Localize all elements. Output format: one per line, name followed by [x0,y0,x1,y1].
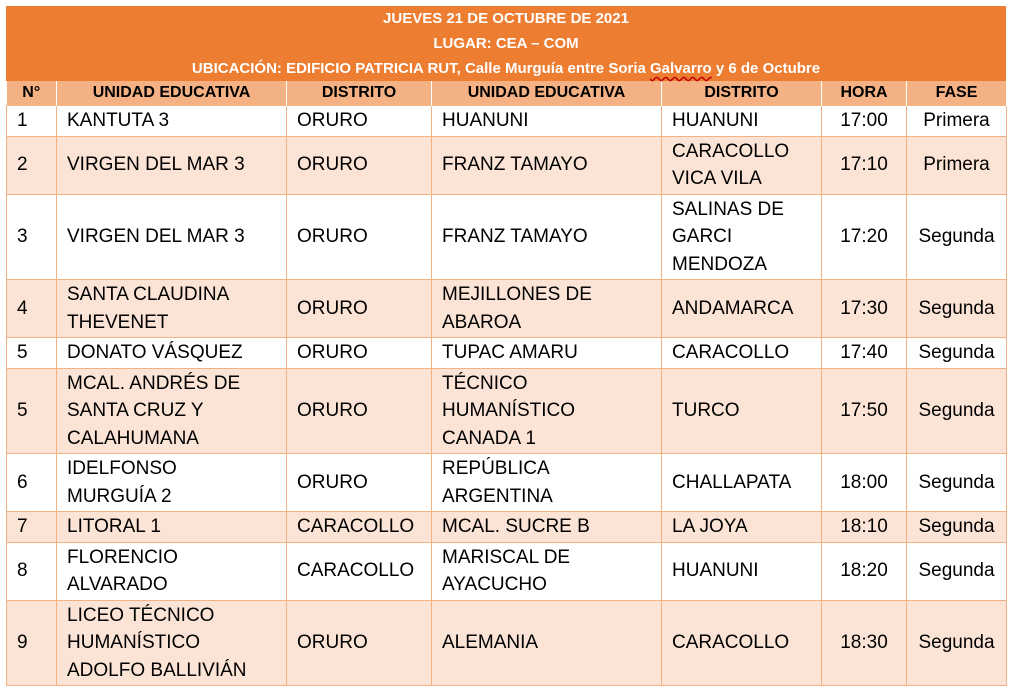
place-title: LUGAR: CEA – COM [433,35,579,52]
cell-row-number: 7 [7,512,57,543]
cell-school-2: REPÚBLICA ARGENTINA [432,454,662,512]
cell-phase: Segunda [907,280,1007,338]
location-title [6,56,1006,81]
cell-phase: Segunda [907,600,1007,686]
cell-time: 17:20 [822,194,907,280]
cell-school-2: MEJILLONES DE ABAROA [432,280,662,338]
location-text: UBICACIÓN: EDIFICIO PATRICIA RUT, Calle Murguía entre Soria [191,60,650,77]
cell-district-1: ORURO [287,454,432,512]
location-underlined-word: Galvarro [650,60,712,77]
cell-school-1: SANTA CLAUDINA THEVENET [57,280,287,338]
cell-district-2: CARACOLLO [662,600,822,686]
cell-time: 18:10 [822,512,907,543]
cell-row-number: 9 [7,600,57,686]
cell-phase: Primera [907,136,1007,194]
cell-row-number: 6 [7,454,57,512]
cell-phase: Primera [907,106,1007,137]
column-header-school-2: UNIDAD EDUCATIVA [432,81,662,106]
column-header-number: N° [7,81,57,106]
cell-school-2: MARISCAL DE AYACUCHO [432,542,662,600]
cell-district-1: ORURO [287,368,432,454]
table-body [7,106,1007,686]
cell-time: 17:50 [822,368,907,454]
cell-time: 17:10 [822,136,907,194]
cell-time: 17:40 [822,338,907,369]
cell-row-number: 1 [7,106,57,137]
schedule-table [6,81,1007,686]
cell-district-1: ORURO [287,338,432,369]
column-header-district-2: DISTRITO [662,81,822,106]
cell-school-2: FRANZ TAMAYO [432,194,662,280]
cell-district-1: ORURO [287,194,432,280]
cell-time: 18:20 [822,542,907,600]
table-row [7,454,1007,512]
cell-school-2: FRANZ TAMAYO [432,136,662,194]
cell-district-1: ORURO [287,600,432,686]
table-row [7,194,1007,280]
column-header-district-1: DISTRITO [287,81,432,106]
cell-time: 17:00 [822,106,907,137]
cell-school-1: VIRGEN DEL MAR 3 [57,194,287,280]
column-header-school-1: UNIDAD EDUCATIVA [57,81,287,106]
cell-district-2: ANDAMARCA [662,280,822,338]
table-header-row [7,81,1007,106]
table-row [7,542,1007,600]
cell-time: 18:00 [822,454,907,512]
cell-district-1: CARACOLLO [287,542,432,600]
table-row [7,280,1007,338]
cell-district-2: HUANUNI [662,542,822,600]
table-row [7,600,1007,686]
cell-school-1: IDELFONSO MURGUÍA 2 [57,454,287,512]
table-row [7,136,1007,194]
table-row [7,368,1007,454]
table-row [7,512,1007,543]
cell-phase: Segunda [907,194,1007,280]
table-row [7,106,1007,137]
column-header-time: HORA [822,81,907,106]
cell-school-1: FLORENCIO ALVARADO [57,542,287,600]
cell-time: 17:30 [822,280,907,338]
cell-phase: Segunda [907,542,1007,600]
cell-row-number: 2 [7,136,57,194]
cell-phase: Segunda [907,368,1007,454]
cell-district-1: ORURO [287,106,432,137]
cell-district-2: CARACOLLO VICA VILA [662,136,822,194]
cell-row-number: 4 [7,280,57,338]
cell-district-2: SALINAS DE GARCI MENDOZA [662,194,822,280]
title-band [6,6,1006,81]
schedule-document [6,6,1006,686]
location-text-end: y 6 de Octubre [711,60,821,77]
cell-phase: Segunda [907,512,1007,543]
cell-school-1: DONATO VÁSQUEZ [57,338,287,369]
cell-school-1: KANTUTA 3 [57,106,287,137]
cell-school-2: MCAL. SUCRE B [432,512,662,543]
cell-phase: Segunda [907,338,1007,369]
cell-district-2: CARACOLLO [662,338,822,369]
cell-district-1: ORURO [287,280,432,338]
cell-school-2: TUPAC AMARU [432,338,662,369]
cell-district-2: LA JOYA [662,512,822,543]
cell-school-1: LICEO TÉCNICO HUMANÍSTICO ADOLFO BALLIVIÁN [57,600,287,686]
date-title: JUEVES 21 DE OCTUBRE DE 2021 [383,10,629,27]
cell-school-1: LITORAL 1 [57,512,287,543]
cell-district-1: ORURO [287,136,432,194]
cell-district-2: TURCO [662,368,822,454]
column-header-phase: FASE [907,81,1007,106]
cell-phase: Segunda [907,454,1007,512]
cell-school-2: ALEMANIA [432,600,662,686]
cell-row-number: 5 [7,368,57,454]
cell-row-number: 5 [7,338,57,369]
table-row [7,338,1007,369]
cell-school-1: MCAL. ANDRÉS DE SANTA CRUZ Y CALAHUMANA [57,368,287,454]
cell-time: 18:30 [822,600,907,686]
cell-row-number: 8 [7,542,57,600]
cell-district-2: HUANUNI [662,106,822,137]
cell-school-2: HUANUNI [432,106,662,137]
cell-school-1: VIRGEN DEL MAR 3 [57,136,287,194]
cell-row-number: 3 [7,194,57,280]
cell-district-2: CHALLAPATA [662,454,822,512]
cell-district-1: CARACOLLO [287,512,432,543]
cell-school-2: TÉCNICO HUMANÍSTICO CANADA 1 [432,368,662,454]
